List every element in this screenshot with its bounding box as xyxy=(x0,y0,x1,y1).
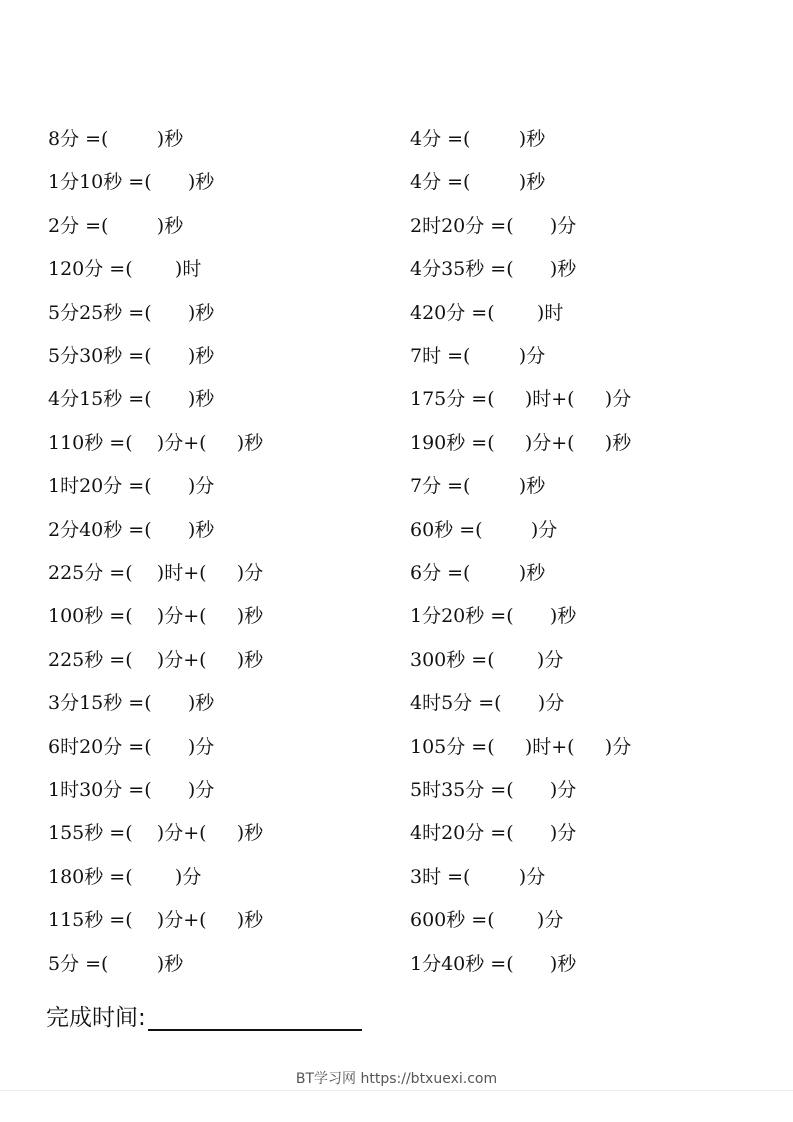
footer-divider xyxy=(0,1090,793,1091)
problem-left-11: 225分 =( )时+( )分 xyxy=(48,562,264,584)
problem-right-4: 4分35秒 =( )秒 xyxy=(410,258,577,281)
problem-right-15: 105分 =( )时+( )分 xyxy=(410,735,632,758)
problem-right-5: 420分 =( )时 xyxy=(410,301,564,324)
problem-right-9: 7分 =( )秒 xyxy=(410,475,546,498)
problem-left-5: 5分25秒 =( )秒 xyxy=(48,301,215,324)
problem-right-14: 4时5分 =( )分 xyxy=(410,692,565,715)
problem-left-7: 4分15秒 =( )秒 xyxy=(48,388,215,411)
problem-right-13: 300秒 =( )分 xyxy=(410,648,564,671)
problem-right-16: 5时35分 =( )分 xyxy=(410,779,577,801)
problem-left-6: 5分30秒 =( )秒 xyxy=(48,345,215,367)
problem-right-17: 4时20分 =( )分 xyxy=(410,822,577,845)
problem-right-2: 4分 =( )秒 xyxy=(410,171,546,194)
problem-right-19: 600秒 =( )分 xyxy=(410,909,564,932)
problem-right-12: 1分20秒 =( )秒 xyxy=(410,605,577,628)
problem-left-4: 120分 =( )时 xyxy=(48,258,202,281)
problem-right-18: 3时 =( )分 xyxy=(410,865,546,888)
problem-left-9: 1时20分 =( )分 xyxy=(48,475,215,498)
completion-time-blank xyxy=(148,1005,362,1031)
problem-left-16: 1时30分 =( )分 xyxy=(48,779,215,801)
completion-time-label: 完成时间: xyxy=(46,1005,146,1031)
problem-left-14: 3分15秒 =( )秒 xyxy=(48,692,215,715)
problem-left-13: 225秒 =( )分+( )秒 xyxy=(48,648,264,671)
problem-left-1: 8分 =( )秒 xyxy=(48,128,184,150)
problem-right-11: 6分 =( )秒 xyxy=(410,562,546,584)
problem-left-18: 180秒 =( )分 xyxy=(48,865,202,888)
problem-right-6: 7时 =( )分 xyxy=(410,345,546,367)
problem-left-2: 1分10秒 =( )秒 xyxy=(48,171,215,194)
problem-right-1: 4分 =( )秒 xyxy=(410,128,546,150)
problem-right-8: 190秒 =( )分+( )秒 xyxy=(410,431,632,454)
problem-left-8: 110秒 =( )分+( )秒 xyxy=(48,431,264,454)
problem-left-19: 115秒 =( )分+( )秒 xyxy=(48,909,264,932)
problem-left-12: 100秒 =( )分+( )秒 xyxy=(48,605,264,628)
footer-watermark: BT学习网 https://btxuexi.com xyxy=(295,1071,498,1087)
problem-left-10: 2分40秒 =( )秒 xyxy=(48,518,215,541)
completion-time xyxy=(46,1002,362,1034)
problem-list xyxy=(0,126,793,996)
problem-left-17: 155秒 =( )分+( )秒 xyxy=(48,822,264,845)
problem-right-7: 175分 =( )时+( )分 xyxy=(410,388,632,411)
problem-left-15: 6时20分 =( )分 xyxy=(48,735,215,758)
problem-left-3: 2分 =( )秒 xyxy=(48,214,184,237)
problem-right-20: 1分40秒 =( )秒 xyxy=(410,952,577,975)
problem-right-10: 60秒 =( )分 xyxy=(410,518,558,541)
problem-left-20: 5分 =( )秒 xyxy=(48,952,184,975)
problem-right-3: 2时20分 =( )分 xyxy=(410,214,577,237)
